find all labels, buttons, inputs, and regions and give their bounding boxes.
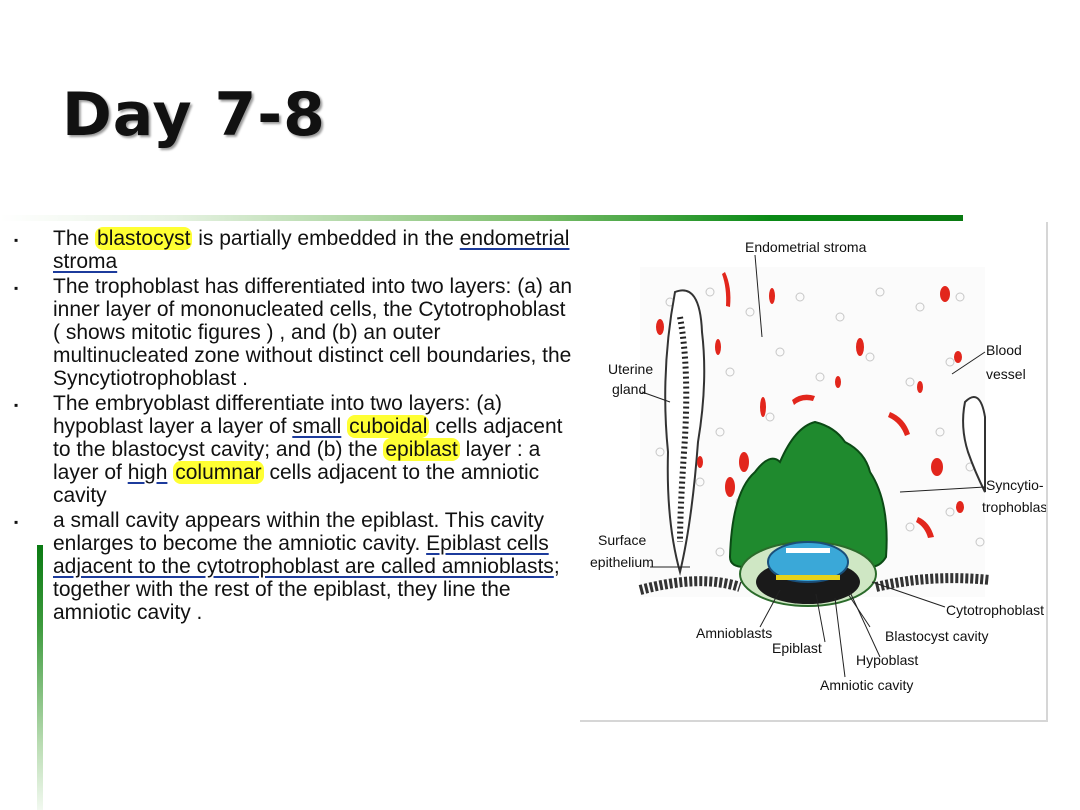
bullet-marker: ▪ <box>14 515 19 529</box>
bullet-marker: ▪ <box>14 398 19 412</box>
bullet-text: a small cavity appears within the epiblast. This cavity enlarges to become the amniotic cavity. <box>53 509 544 555</box>
underline-endometrial-stroma: endometrial stroma <box>53 227 570 273</box>
underline-small: small <box>292 415 342 438</box>
bullet-marker: ▪ <box>14 233 19 247</box>
label-endometrial-stroma: Endometrial stroma <box>745 239 867 255</box>
highlight-cuboidal: cuboidal <box>349 415 428 438</box>
bullet-text: ; together with the rest of the epiblast, they line the amniotic cavity . <box>53 555 560 624</box>
underline-amnioblasts: Epiblast cells adjacent to the cytotrophoblast are called amnioblasts <box>53 532 554 578</box>
horizontal-divider <box>0 215 963 221</box>
label-amnioblasts: Amnioblasts <box>696 625 773 641</box>
bullet-item <box>0 275 575 390</box>
label-uterine: Uterine <box>608 361 654 377</box>
label-epiblast: Epiblast <box>772 640 822 656</box>
highlight-columnar: columnar <box>175 461 262 484</box>
bullet-item <box>0 227 575 273</box>
hypoblast <box>776 575 840 580</box>
diagram-svg <box>580 222 1046 720</box>
bullet-text: The <box>53 227 96 250</box>
bullet-text: layer : a layer of <box>53 438 541 484</box>
highlight-blastocyst: blastocyst <box>97 227 191 250</box>
label-gland: gland <box>612 381 647 397</box>
label-blood: Blood <box>986 342 1022 358</box>
label-syncytio: Syncytio- <box>986 477 1044 493</box>
bullet-item <box>0 509 575 624</box>
underline-high: high <box>127 461 168 484</box>
label-surface: Surface <box>598 532 647 548</box>
label-vessel: vessel <box>986 366 1026 382</box>
bullet-item <box>0 392 575 507</box>
bullet-text: cells adjacent to the amniotic cavity <box>53 461 540 507</box>
label-blastocyst-cavity: Blastocyst cavity <box>885 628 989 644</box>
slide-title: Day 7-8 <box>62 80 326 150</box>
label-cytotrophoblast: Cytotrophoblast <box>946 602 1045 618</box>
label-trophoblast: trophoblast <box>982 499 1046 515</box>
label-epithelium: epithelium <box>590 554 654 570</box>
implantation-diagram <box>580 222 1048 722</box>
label-amniotic-cavity: Amniotic cavity <box>820 677 914 693</box>
bullet-text: The trophoblast has differentiated into two layers: (a) an inner layer of mononucleated cells, the Cytotrophoblast ( shows mitotic figures ) , and (b) an outer multinucleated zone without distinct cell boundaries, the Syncytiotrophoblast . <box>53 275 573 390</box>
bullet-list <box>0 227 575 626</box>
bullet-text: cells adjacent to the blastocyst cavity; and (b) the <box>53 415 563 461</box>
bullet-text: is partially embedded in the <box>192 227 460 250</box>
bullet-marker: ▪ <box>14 281 19 295</box>
amniotic-cavity-shape <box>786 548 830 553</box>
highlight-epiblast: epiblast <box>385 438 458 461</box>
bullet-text: The embryoblast differentiate into two layers: (a) hypoblast layer a layer of <box>53 392 502 438</box>
label-hypoblast: Hypoblast <box>856 652 919 668</box>
